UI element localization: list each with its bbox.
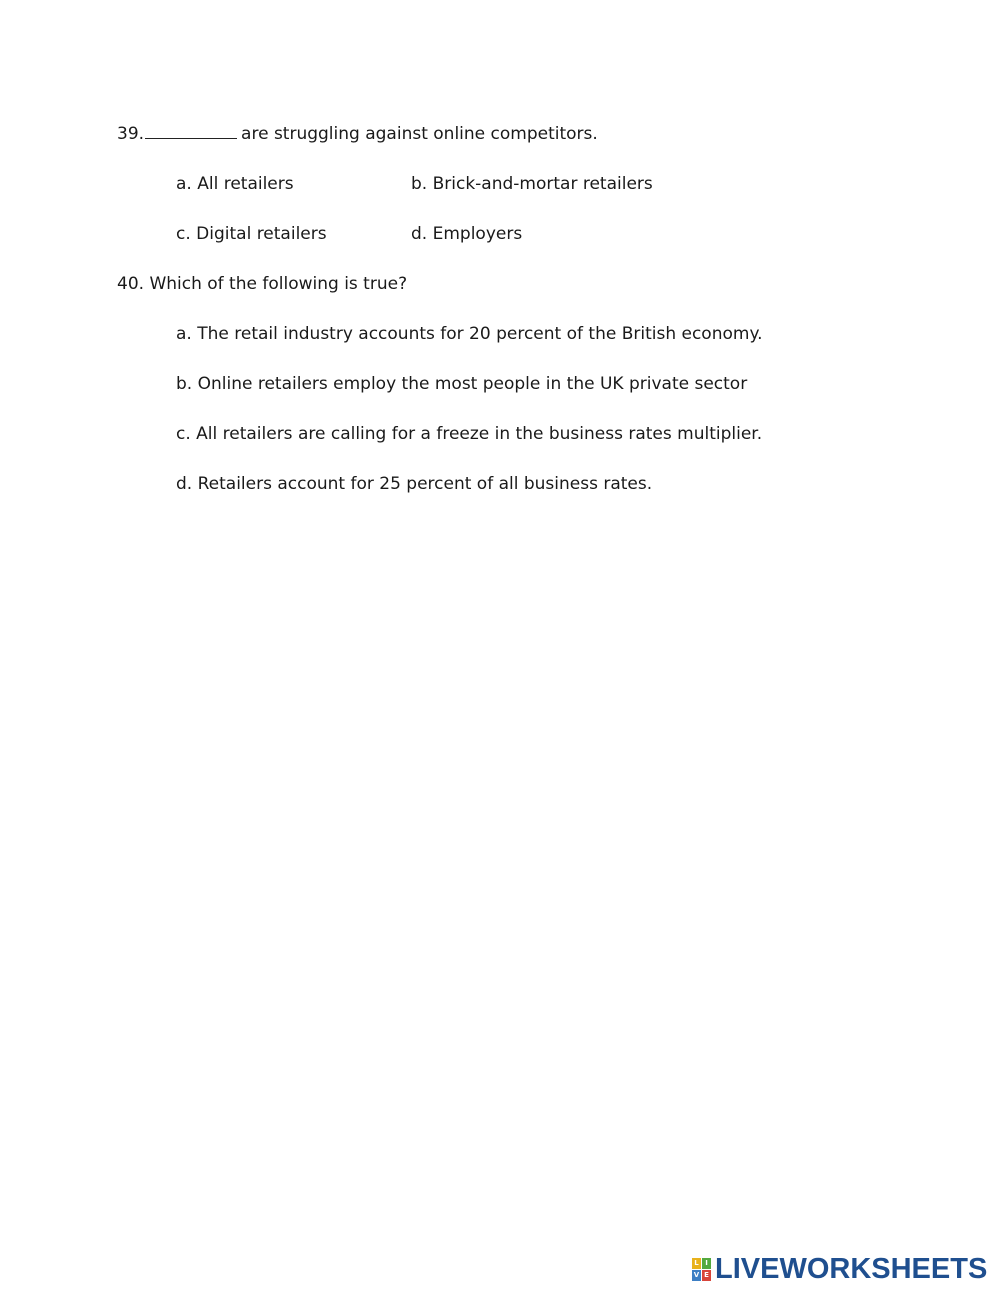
question-40-option-a[interactable]: a. The retail industry accounts for 20 percent of the British economy.: [176, 324, 763, 344]
question-40-stem: 40. Which of the following is true?: [117, 274, 408, 294]
question-39-option-d[interactable]: d. Employers: [411, 224, 523, 244]
question-39-number: 39.: [117, 124, 145, 144]
logo-text: LIVEWORKSHEETS: [715, 1253, 988, 1285]
question-40-option-c[interactable]: c. All retailers are calling for a freeze in the business rates multiplier.: [176, 424, 763, 444]
logo-mark-letter-v: V: [693, 1270, 700, 1279]
liveworksheets-logo: [692, 1253, 987, 1285]
question-39-option-c[interactable]: c. Digital retailers: [176, 224, 327, 244]
question-39-text: are struggling against online competitors.: [241, 124, 598, 144]
question-39-option-a[interactable]: a. All retailers: [176, 174, 294, 194]
logo-mark-letter-i: I: [702, 1258, 711, 1269]
logo-mark-letter-l: L: [692, 1258, 701, 1269]
question-39-stem: [117, 122, 598, 145]
logo-mark-icon: [692, 1258, 711, 1281]
logo-mark-letter-e: E: [702, 1270, 711, 1281]
answer-blank[interactable]: [145, 122, 237, 139]
question-40-option-b[interactable]: b. Online retailers employ the most people in the UK private sector: [176, 374, 748, 394]
question-40-option-d[interactable]: d. Retailers account for 25 percent of all business rates.: [176, 474, 653, 494]
question-39-option-b[interactable]: b. Brick-and-mortar retailers: [411, 174, 653, 194]
